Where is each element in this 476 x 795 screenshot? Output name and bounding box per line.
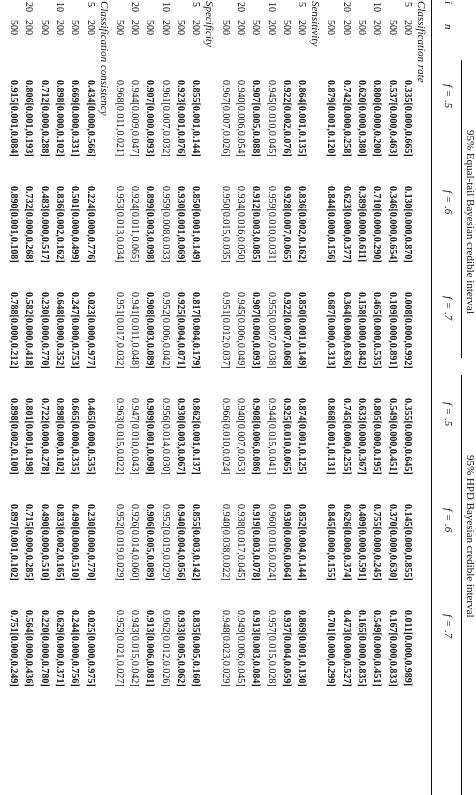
- hpd-header: 95% HPD Bayesian credible interval: [464, 455, 476, 618]
- table-cell: 0.130[0.000,0.870]: [402, 186, 413, 263]
- table-cell: 0.959[0.008,0.033]: [159, 186, 171, 263]
- table-cell: 0.224[0.000,0.776]: [84, 186, 96, 263]
- table-cell: 0.715[0.000,0.285]: [23, 504, 35, 581]
- table-cell: 0.490[0.000,0.510]: [38, 504, 50, 581]
- table-cell: 0.537[0.000,0.463]: [386, 80, 398, 157]
- table-cell: 0.835[0.005,0.160]: [190, 610, 202, 687]
- table-cell: 0.967[0.007,0.026]: [219, 80, 231, 157]
- table-cell: 0.951[0.012,0.037]: [219, 292, 231, 369]
- row-n: 200: [190, 20, 202, 35]
- table-cell: 0.913[0.006,0.081]: [144, 610, 156, 687]
- row-n: 200: [296, 20, 308, 35]
- table-cell: 0.940[0.038,0.022]: [219, 504, 231, 581]
- table-cell: 0.924[0.011,0.065]: [129, 186, 141, 263]
- table-cell: 0.955[0.007,0.038]: [265, 292, 277, 369]
- table-cell: 0.926[0.014,0.060]: [129, 504, 141, 581]
- table-cell: 0.966[0.010,0.024]: [219, 398, 231, 475]
- table-cell: 0.907[0.000,0.093]: [250, 292, 262, 369]
- table-cell: 0.745[0.000,0.255]: [340, 398, 352, 475]
- table-cell: 0.549[0.000,0.451]: [386, 398, 398, 475]
- table-cell: 0.011[0.000,0.989]: [402, 610, 413, 687]
- table-cell: 0.687[0.000,0.313]: [325, 292, 337, 369]
- table-cell: 0.862[0.001,0.137]: [190, 398, 202, 475]
- table-cell: 0.801[0.001,0.198]: [23, 398, 35, 475]
- table-cell: 0.930[0.006,0.064]: [280, 504, 292, 581]
- table-cell: 0.167[0.000,0.833]: [386, 610, 398, 687]
- table-cell: 0.008[0.000,0.992]: [402, 292, 413, 369]
- table-cell: 0.890[0.001,0.108]: [8, 186, 20, 263]
- table-cell: 0.937[0.004,0.059]: [280, 610, 292, 687]
- table-cell: 0.963[0.015,0.022]: [113, 398, 125, 475]
- table-cell: 0.923[0.001,0.076]: [175, 80, 187, 157]
- table-cell: 0.465[0.000,0.535]: [84, 398, 96, 475]
- table-cell: 0.956[0.014,0.030]: [159, 398, 171, 475]
- table-cell: 0.434[0.000,0.566]: [84, 80, 96, 157]
- table-cell: 0.953[0.013,0.034]: [113, 186, 125, 263]
- table-cell: 0.582[0.000,0.418]: [23, 292, 35, 369]
- row-n: 200: [159, 20, 171, 35]
- table-cell: 0.564[0.000,0.436]: [23, 610, 35, 687]
- table-cell: 0.549[0.000,0.451]: [371, 610, 383, 687]
- table-cell: 0.906[0.005,0.089]: [144, 504, 156, 581]
- group-title: Sensitivity: [309, 1, 322, 47]
- row-n: 500: [38, 20, 50, 35]
- table-cell: 0.962[0.012,0.026]: [159, 610, 171, 687]
- table-cell: 0.023[0.000,0.977]: [84, 292, 96, 369]
- row-n: 200: [340, 20, 352, 35]
- table-cell: 0.940[0.004,0.056]: [175, 504, 187, 581]
- table-cell: 0.844[0.000,0.156]: [325, 186, 337, 263]
- row-n: 500: [250, 20, 262, 35]
- row-n: 200: [54, 20, 65, 35]
- row-n: 200: [235, 20, 246, 35]
- table-cell: 0.925[0.010,0.065]: [280, 398, 292, 475]
- row-i: 5: [190, 2, 202, 7]
- table-cell: 0.626[0.000,0.374]: [340, 504, 352, 581]
- equal-tail-header: 95% Equal-tail Bayesian credible interval: [464, 130, 476, 314]
- table-cell: 0.158[0.000,0.842]: [356, 292, 368, 369]
- row-n: 500: [69, 20, 81, 35]
- table-cell: 0.230[0.000,0.770]: [84, 504, 96, 581]
- table-cell: 0.940[0.007,0.053]: [235, 398, 246, 475]
- table-cell: 0.025[0.000,0.975]: [84, 610, 96, 687]
- table-cell: 0.944[0.009,0.047]: [129, 80, 141, 157]
- table-cell: 0.928[0.007,0.065]: [280, 186, 292, 263]
- table-cell: 0.949[0.006,0.045]: [235, 610, 246, 687]
- table-cell: 0.898[0.000,0.102]: [54, 80, 65, 157]
- row-n: 200: [402, 20, 413, 35]
- table-cell: 0.941[0.011,0.048]: [129, 292, 141, 369]
- table-cell: 0.940[0.006,0.054]: [235, 80, 246, 157]
- table-cell: 0.623[0.000,0.377]: [340, 186, 352, 263]
- table-cell: 0.473[0.000,0.527]: [340, 610, 352, 687]
- table-cell: 0.864[0.001,0.135]: [296, 80, 308, 157]
- table-cell: 0.465[0.000,0.535]: [371, 292, 383, 369]
- table-cell: 0.952[0.006,0.042]: [159, 292, 171, 369]
- table-cell: 0.389[0.000,0.611]: [356, 186, 368, 263]
- group-title: Classification rate: [415, 1, 427, 83]
- row-n: 500: [175, 20, 187, 35]
- table-cell: 0.370[0.000,0.630]: [386, 504, 398, 581]
- row-i: 5: [84, 2, 96, 7]
- table-cell: 0.817[0.004,0.179]: [190, 292, 202, 369]
- row-n: 500: [356, 20, 368, 35]
- row-n: 200: [371, 20, 383, 35]
- table-cell: 0.490[0.000,0.510]: [69, 504, 81, 581]
- row-i: 20: [235, 2, 246, 12]
- table-cell: 0.710[0.000,0.290]: [371, 186, 383, 263]
- row-n: 500: [219, 20, 231, 35]
- table-cell: 0.922[0.007,0.068]: [280, 292, 292, 369]
- table-cell: 0.930[0.001,0.069]: [175, 186, 187, 263]
- table-cell: 0.855[0.003,0.142]: [190, 504, 202, 581]
- row-i: 10: [371, 2, 383, 12]
- table-cell: 0.335[0.000,0.665]: [402, 80, 413, 157]
- table-cell: 0.960[0.016,0.024]: [265, 504, 277, 581]
- table-cell: 0.788[0.000,0.212]: [8, 292, 20, 369]
- row-n: 500: [325, 20, 337, 35]
- table-cell: 0.145[0.000,0.855]: [402, 504, 413, 581]
- table-cell: 0.898[0.000,0.102]: [54, 398, 65, 475]
- column-header-f-1: f = .6: [442, 190, 454, 215]
- row-n: 200: [265, 20, 277, 35]
- header-rule: [431, 0, 432, 795]
- row-i: 20: [129, 2, 141, 12]
- table-cell: 0.908[0.006,0.086]: [250, 398, 262, 475]
- row-n: 500: [144, 20, 156, 35]
- table-cell: 0.805[0.000,0.195]: [371, 398, 383, 475]
- table-cell: 0.755[0.000,0.245]: [371, 504, 383, 581]
- table-cell: 0.930[0.003,0.067]: [175, 398, 187, 475]
- table-cell: 0.959[0.010,0.031]: [265, 186, 277, 263]
- table-cell: 0.952[0.021,0.027]: [113, 610, 125, 687]
- table-cell: 0.364[0.000,0.636]: [340, 292, 352, 369]
- table-cell: 0.938[0.017,0.045]: [235, 504, 246, 581]
- table-cell: 0.665[0.000,0.335]: [69, 398, 81, 475]
- column-header-f-2: f = .7: [442, 296, 454, 321]
- equal-tail-underline: [461, 60, 462, 358]
- table-cell: 0.908[0.003,0.089]: [144, 292, 156, 369]
- table-cell: 0.913[0.003,0.084]: [250, 610, 262, 687]
- table-cell: 0.633[0.000,0.367]: [356, 398, 368, 475]
- table-cell: 0.961[0.007,0.032]: [159, 80, 171, 157]
- table-cell: 0.922[0.002,0.076]: [280, 80, 292, 157]
- row-i: 20: [340, 2, 352, 12]
- table-cell: 0.669[0.000,0.331]: [69, 80, 81, 157]
- table-cell: 0.409[0.000,0.591]: [356, 504, 368, 581]
- table-cell: 0.109[0.000,0.891]: [386, 292, 398, 369]
- table-cell: 0.247[0.000,0.753]: [69, 292, 81, 369]
- row-n: 200: [84, 20, 96, 35]
- table-cell: 0.852[0.004,0.144]: [296, 504, 308, 581]
- table-cell: 0.800[0.000,0.200]: [371, 80, 383, 157]
- row-i: 20: [23, 2, 35, 12]
- table-cell: 0.947[0.010,0.043]: [129, 398, 141, 475]
- table-cell: 0.501[0.000,0.499]: [69, 186, 81, 263]
- table-cell: 0.869[0.001,0.130]: [296, 610, 308, 687]
- table-cell: 0.833[0.002,0.165]: [54, 504, 65, 581]
- column-header-f-3: f = .5: [442, 402, 454, 427]
- table-cell: 0.907[0.005,0.088]: [250, 80, 262, 157]
- table-cell: 0.943[0.015,0.042]: [129, 610, 141, 687]
- row-n: 200: [23, 20, 35, 35]
- hpd-underline: [461, 375, 462, 795]
- table-cell: 0.915[0.001,0.084]: [8, 80, 20, 157]
- table-cell: 0.165[0.000,0.835]: [356, 610, 368, 687]
- table-cell: 0.897[0.001,0.102]: [8, 504, 20, 581]
- column-header-i: i: [442, 1, 454, 5]
- table-cell: 0.899[0.003,0.098]: [144, 186, 156, 263]
- table-cell: 0.483[0.000,0.517]: [38, 186, 50, 263]
- table-cell: 0.220[0.000,0.780]: [38, 610, 50, 687]
- column-header-f-4: f = .6: [442, 508, 454, 533]
- column-header-n: n: [442, 24, 454, 30]
- table-cell: 0.850[0.001,0.149]: [296, 292, 308, 369]
- table-cell: 0.850[0.001,0.149]: [190, 186, 202, 263]
- group-title: Classification consistency: [97, 1, 110, 116]
- table-cell: 0.806[0.001,0.193]: [23, 80, 35, 157]
- table-cell: 0.912[0.003,0.085]: [250, 186, 262, 263]
- row-n: 200: [129, 20, 141, 35]
- row-i: 10: [54, 2, 65, 12]
- table-cell: 0.868[0.001,0.131]: [325, 398, 337, 475]
- table-cell: 0.879[0.001,0.120]: [325, 80, 337, 157]
- row-i: 10: [159, 2, 171, 12]
- table-cell: 0.722[0.000,0.278]: [38, 398, 50, 475]
- table-cell: 0.951[0.017,0.032]: [113, 292, 125, 369]
- table-cell: 0.952[0.019,0.029]: [159, 504, 171, 581]
- table-cell: 0.712[0.000,0.288]: [38, 80, 50, 157]
- table-cell: 0.907[0.000,0.093]: [144, 80, 156, 157]
- table-cell: 0.836[0.002,0.162]: [54, 186, 65, 263]
- table-cell: 0.968[0.011,0.021]: [113, 80, 125, 157]
- table-cell: 0.950[0.015,0.035]: [219, 186, 231, 263]
- row-n: 500: [386, 20, 398, 35]
- row-i: 5: [296, 2, 308, 7]
- table-cell: 0.230[0.000,0.770]: [38, 292, 50, 369]
- column-header-f-0: f = .5: [442, 84, 454, 109]
- table-cell: 0.957[0.015,0.028]: [265, 610, 277, 687]
- table-cell: 0.629[0.000,0.371]: [54, 610, 65, 687]
- table-cell: 0.732[0.000,0.268]: [23, 186, 35, 263]
- table-cell: 0.898[0.002,0.100]: [8, 398, 20, 475]
- row-i: 5: [402, 2, 413, 7]
- table-cell: 0.945[0.010,0.045]: [265, 80, 277, 157]
- table-cell: 0.874[0.001,0.125]: [296, 398, 308, 475]
- table-cell: 0.925[0.004,0.071]: [175, 292, 187, 369]
- table-cell: 0.909[0.001,0.090]: [144, 398, 156, 475]
- table-cell: 0.944[0.015,0.041]: [265, 398, 277, 475]
- group-title: Specificity: [203, 1, 216, 47]
- table-cell: 0.244[0.000,0.756]: [69, 610, 81, 687]
- row-i: 10: [265, 2, 277, 12]
- table-cell: 0.855[0.001,0.144]: [190, 80, 202, 157]
- table-cell: 0.948[0.023,0.029]: [219, 610, 231, 687]
- table-cell: 0.751[0.000,0.249]: [8, 610, 20, 687]
- table-cell: 0.648[0.000,0.352]: [54, 292, 65, 369]
- row-n: 500: [8, 20, 20, 35]
- table-cell: 0.919[0.003,0.078]: [250, 504, 262, 581]
- table-cell: 0.620[0.000,0.380]: [356, 80, 368, 157]
- table-cell: 0.945[0.006,0.049]: [235, 292, 246, 369]
- table-cell: 0.346[0.000,0.654]: [386, 186, 398, 263]
- column-header-f-5: f = .7: [442, 614, 454, 639]
- table-cell: 0.355[0.000,0.645]: [402, 398, 413, 475]
- table-cell: 0.836[0.002,0.162]: [296, 186, 308, 263]
- row-n: 500: [280, 20, 292, 35]
- table-cell: 0.933[0.005,0.062]: [175, 610, 187, 687]
- table-cell: 0.934[0.016,0.050]: [235, 186, 246, 263]
- table-cell: 0.701[0.000,0.299]: [325, 610, 337, 687]
- row-n: 500: [113, 20, 125, 35]
- table-cell: 0.742[0.000,0.258]: [340, 80, 352, 157]
- table-cell: 0.952[0.019,0.029]: [113, 504, 125, 581]
- table-cell: 0.845[0.000,0.155]: [325, 504, 337, 581]
